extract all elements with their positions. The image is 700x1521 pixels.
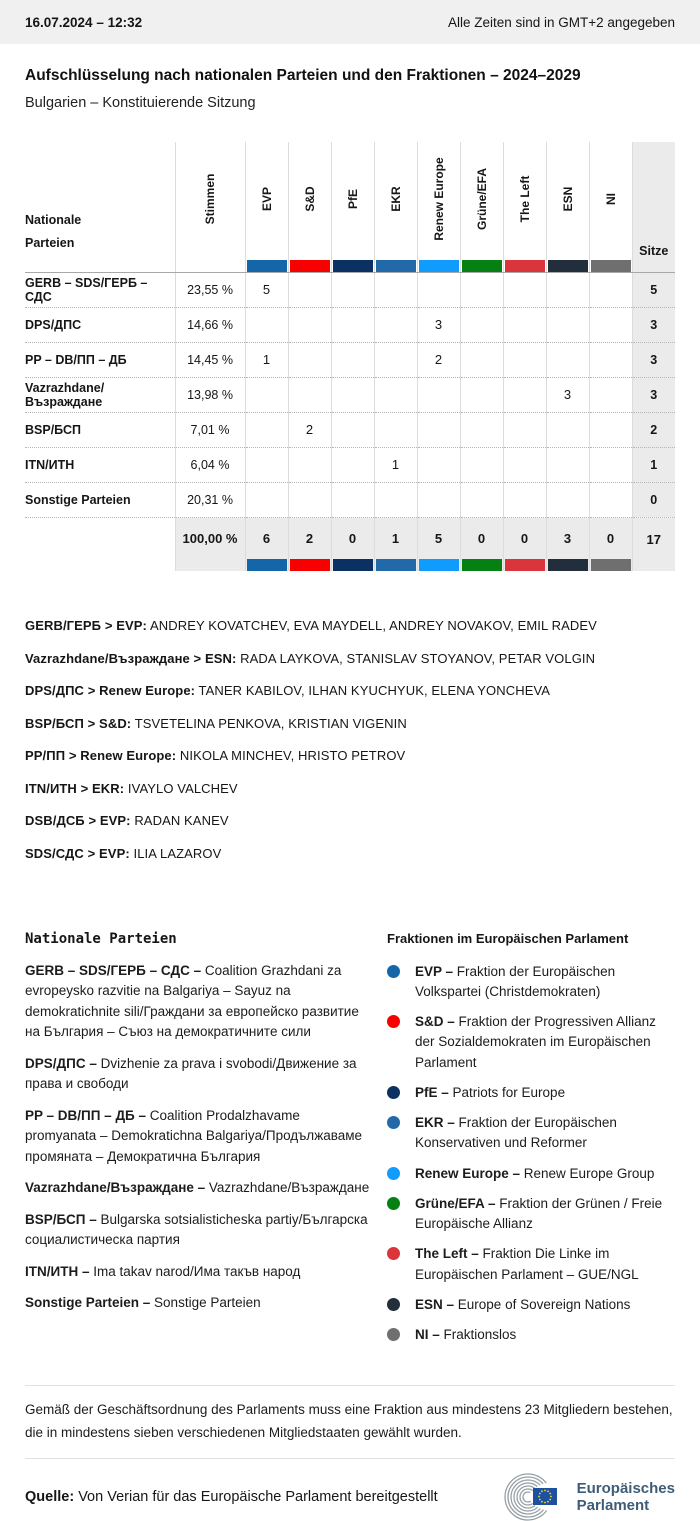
votes-cell: 20,31 % [175,482,245,517]
faction-color-bar [505,559,545,571]
faction-color-bar [462,559,502,571]
legend-item-ni [387,1325,675,1345]
seat-count-cell-evp: 5 [245,272,288,307]
party-name-cell: DPS/ДПС [25,307,175,342]
faction-column-header-evp [245,142,288,272]
mep-assignment-line: GERB/ГЕРБ > EVP: ANDREY KOVATCHEV, EVA MAYDELL, ANDREY NOVAKOV, EMIL RADEV [25,618,597,633]
national-party-name: PP – DB/ПП – ДБ – [25,1107,147,1123]
mep-party-faction: Vazrazhdane/Възраждане > ESN: [25,650,237,666]
national-party-item: GERB – SDS/ГЕРБ – СДС – Coalition Grazhdani za evropeysko razvitie na Balgariya – Sayuz na demokratichnite sili/Граждани за европейско развитие на България – Съюз на демократичните сили [25,962,359,1040]
report-datetime: 16.07.2024 – 12:32 [25,14,143,30]
faction-column-label: EVP [259,186,274,211]
seat-count-cell-ekr: 1 [374,447,417,482]
seat-count-cell-ekr [374,377,417,412]
sitze-cell: 3 [632,377,675,412]
faction-color-dot [387,1247,400,1260]
faction-color-dot [387,1197,400,1210]
faction-color-dot [387,1328,400,1341]
legend-faction-name: The Left – [415,1246,479,1262]
legend-item-text: EKR – Fraktion der Europäischen Konservativen und Reformer [415,1115,617,1151]
page-title: Aufschlüsselung nach nationalen Parteien und den Fraktionen – 2024–2029 [25,67,581,84]
legend-item-ekr [387,1113,675,1154]
national-party-item: ITN/ИТН – Ima takav narod/Има такъв народ [25,1263,301,1279]
seat-count-cell-evp [245,447,288,482]
legend-item-text: Grüne/EFA – Fraktion der Grünen / Freie Europäische Allianz [415,1195,663,1231]
seat-count-cell-ni [589,377,632,412]
legend-item-s-d [387,1012,675,1073]
seat-count-cell-ekr [374,412,417,447]
seat-count-cell-the-left [503,307,546,342]
faction-color-dot [387,1116,400,1129]
seat-count-cell-renew-europe [417,447,460,482]
seat-count-cell-ni [589,482,632,517]
seat-count-cell-ekr [374,307,417,342]
national-party-item: PP – DB/ПП – ДБ – Coalition Prodalzhavame promyanata – Demokratichna Balgariya/Продължаваме промяната – Демократична България [25,1107,363,1164]
seat-count-cell-esn [546,342,589,377]
legend-item-renew-europe [387,1164,675,1184]
total-seat-value: 0 [348,530,357,546]
seat-count-cell-ni [589,307,632,342]
table-total-row [25,517,675,571]
faction-column-header-esn [546,142,589,272]
seat-count-cell-esn [546,412,589,447]
rules-note: Gemäß der Geschäftsordnung des Parlaments muss eine Fraktion aus mindestens 23 Mitgliedern bestehen, die in mindestens sieben verschiedenen Mitgliedstaaten gewählt wurden. [25,1402,673,1440]
faction-column-header-ni [589,142,632,272]
seat-count-cell-s-d [288,482,331,517]
seat-count-cell-renew-europe [417,377,460,412]
seat-count-cell-s-d [288,447,331,482]
party-name-cell: ITN/ИТН [25,447,175,482]
faction-color-bar [247,559,287,571]
seat-count-cell-gr-ne-efa [460,272,503,307]
table-body [25,272,675,517]
legend-item-text: Renew Europe – Renew Europe Group [415,1165,655,1181]
seat-count-cell-evp [245,482,288,517]
national-party-item: BSP/БСП – Bulgarska sotsialisticheska partiy/Българска социалистическа партия [25,1211,368,1248]
seat-count-cell-ni [589,412,632,447]
faction-legend-items [387,962,675,1346]
mep-assignment-line: BSP/БСП > S&D: TSVETELINA PENKOVA, KRISTIAN VIGENIN [25,715,407,731]
faction-column-label: EKR [388,186,403,212]
european-parliament-logo [502,1473,675,1521]
seat-count-cell-evp [245,412,288,447]
legend-item-gr-ne-efa [387,1194,675,1235]
seat-count-cell-s-d [288,272,331,307]
legend-faction-name: EVP – [415,963,454,979]
seat-count-cell-esn [546,272,589,307]
national-parties-heading: Nationale Parteien [25,930,177,947]
legend-item-the-left [387,1244,675,1285]
faction-color-bar [548,260,588,272]
table-header-row [25,142,675,272]
faction-color-dot [387,1167,400,1180]
party-name-cell: GERB – SDS/ГЕРБ – СДС [25,272,175,307]
seat-count-cell-gr-ne-efa [460,447,503,482]
faction-color-bar [376,260,416,272]
timezone-note: Alle Zeiten sind in GMT+2 angegeben [447,14,675,30]
votes-cell: 14,66 % [175,307,245,342]
legend-item-evp [387,962,675,1003]
seat-count-cell-ni [589,272,632,307]
mep-assignment-line: PP/ПП > Renew Europe: NIKOLA MINCHEV, HRISTO PETROV [25,748,406,763]
national-party-name: ITN/ИТН – [25,1263,90,1279]
seat-count-cell-gr-ne-efa [460,412,503,447]
faction-color-bar [419,559,459,571]
legend-item-esn [387,1295,675,1315]
seat-count-cell-pfe [331,342,374,377]
legend-item-text: PfE – Patriots for Europe [415,1084,566,1100]
faction-color-dot [387,1298,400,1311]
total-seat-cell-pfe [331,517,374,571]
national-party-name: BSP/БСП – [25,1211,97,1227]
national-party-name: Vazrazhdane/Възраждане – [25,1180,206,1196]
faction-color-dot [387,1086,400,1099]
seat-count-cell-the-left [503,412,546,447]
seat-count-cell-the-left [503,447,546,482]
national-party-item: DPS/ДПС – Dvizhenie za prava i svobodi/Движение за права и свободи [25,1055,357,1092]
national-party-item: Sonstige Parteien – Sonstige Parteien [25,1295,261,1311]
faction-column-label: PfE [345,188,360,209]
ep-logo-text: Europäisches Parlament [576,1479,675,1514]
total-empty-cell [25,517,175,571]
seat-count-cell-s-d [288,307,331,342]
total-seat-value: 2 [305,530,314,546]
faction-column-label: The Left [517,175,532,223]
faction-legend-heading: Fraktionen im Europäischen Parlament [387,930,629,946]
seat-count-cell-gr-ne-efa [460,307,503,342]
votes-cell: 13,98 % [175,377,245,412]
table-total-row-container [25,517,675,571]
faction-color-bar [462,260,502,272]
seat-count-cell-pfe [331,482,374,517]
faction-column-label: Renew Europe [431,157,446,241]
party-name-cell: BSP/БСП [25,412,175,447]
divider [25,1385,675,1386]
seat-count-cell-renew-europe [417,412,460,447]
legend-item-pfe [387,1083,675,1103]
party-name-cell: PP – DB/ПП – ДБ [25,342,175,377]
votes-cell: 7,01 % [175,412,245,447]
total-seat-value: 1 [391,530,400,546]
seat-count-cell-the-left [503,377,546,412]
faction-column-header-gr-ne-efa [460,142,503,272]
faction-color-dot [387,1015,400,1028]
faction-column-header-the-left [503,142,546,272]
seat-count-cell-ekr [374,342,417,377]
total-seat-cell-the-left [503,517,546,571]
seat-count-cell-s-d [288,342,331,377]
column-header-sitze: Sitze [632,142,675,272]
seat-count-cell-ni [589,447,632,482]
national-party-name: Sonstige Parteien – [25,1295,151,1311]
seat-count-cell-the-left [503,272,546,307]
column-header-stimmen: Stimmen [175,142,245,272]
seat-count-cell-s-d: 2 [288,412,331,447]
seat-count-cell-evp [245,377,288,412]
eu-flag-icon [533,1488,557,1505]
national-parties-items [25,961,370,1314]
votes-cell: 6,04 % [175,447,245,482]
table-row [25,377,675,412]
sitze-cell: 1 [632,447,675,482]
seat-count-cell-pfe [331,447,374,482]
table-row [25,342,675,377]
legend-item-text: The Left – Fraktion Die Linke im Europäischen Parlament – GUE/NGL [415,1246,639,1282]
mep-assignment-line: SDS/СДС > EVP: ILIA LAZAROV [25,845,222,861]
seat-count-cell-gr-ne-efa [460,482,503,517]
total-seat-cell-s-d [288,517,331,571]
seat-count-cell-ni [589,342,632,377]
faction-color-bar [548,559,588,571]
legend-item-text: ESN – Europe of Sovereign Nations [415,1296,631,1312]
faction-color-bar [247,260,287,272]
seat-count-cell-pfe [331,377,374,412]
table-row [25,307,675,342]
mep-party-faction: GERB/ГЕРБ > EVP: [25,618,147,633]
party-name-cell: Vazrazhdane/Възраждане [25,377,175,412]
legend-faction-name: Renew Europe – [415,1165,521,1181]
legend-item-text: EVP – Fraktion der Europäischen Volkspartei (Christdemokraten) [415,963,616,999]
total-seat-value: 0 [520,530,529,546]
divider [25,1458,675,1459]
faction-legend-section [387,931,675,1356]
source-line [25,1489,438,1505]
total-seat-value: 5 [434,530,443,546]
total-seat-cell-gr-ne-efa [460,517,503,571]
seat-count-cell-the-left [503,342,546,377]
sitze-cell: 2 [632,412,675,447]
legend-faction-name: EKR – [415,1115,455,1130]
legend-item-text: S&D – Fraktion der Progressiven Allianz der Sozialdemokraten im Europäischen Parlament [415,1014,656,1070]
source-text: Von Verian für das Europäische Parlament bereitgestellt [78,1488,438,1505]
seat-count-cell-ekr [374,482,417,517]
mep-assignment-line: DSB/ДСБ > EVP: RADAN KANEV [25,813,229,828]
seat-count-cell-s-d [288,377,331,412]
source-label: Quelle: [25,1488,75,1505]
table-row [25,412,675,447]
total-seat-cell-ekr [374,517,417,571]
total-seat-cell-evp [245,517,288,571]
party-name-cell: Sonstige Parteien [25,482,175,517]
seats-table [25,142,675,571]
total-seat-cell-renew-europe [417,517,460,571]
national-parties-section [25,931,370,1356]
total-sitze-cell: 17 [632,517,675,571]
seat-count-cell-ekr [374,272,417,307]
faction-color-bar [419,260,459,272]
faction-color-bar [376,559,416,571]
mep-party-faction: SDS/СДС > EVP: [25,845,130,861]
mep-party-faction: PP/ПП > Renew Europe: [25,748,177,763]
mep-party-faction: DSB/ДСБ > EVP: [25,813,131,828]
seat-count-cell-the-left [503,482,546,517]
seat-count-cell-gr-ne-efa [460,342,503,377]
total-seat-value: 0 [606,530,615,546]
seat-count-cell-pfe [331,307,374,342]
votes-cell: 23,55 % [175,272,245,307]
seat-count-cell-renew-europe [417,482,460,517]
faction-color-bar [290,260,330,272]
seat-count-cell-esn [546,447,589,482]
page-subtitle: Bulgarien – Konstituierende Sitzung [25,95,256,111]
votes-cell: 14,45 % [175,342,245,377]
seat-count-cell-pfe [331,272,374,307]
faction-column-header-ekr [374,142,417,272]
seat-count-cell-evp [245,307,288,342]
mep-assignment-line: ITN/ИТН > EKR: IVAYLO VALCHEV [25,780,238,796]
total-seat-value: 6 [262,530,271,546]
seat-count-cell-pfe [331,412,374,447]
seat-count-cell-evp: 1 [245,342,288,377]
faction-column-label: Grüne/EFA [474,167,489,230]
faction-color-bar [290,559,330,571]
table-row [25,447,675,482]
faction-color-bar [591,559,631,571]
sitze-cell: 3 [632,307,675,342]
faction-column-header-s-d [288,142,331,272]
column-header-parties: Nationale Parteien [25,142,175,272]
faction-color-bar [333,260,373,272]
mep-assignment-line: DPS/ДПС > Renew Europe: TANER KABILOV, ILHAN KYUCHYUK, ELENA YONCHEVA [25,683,551,698]
legend-faction-name: Grüne/EFA – [415,1195,496,1211]
legend-faction-name: NI – [415,1327,440,1342]
seat-count-cell-renew-europe [417,272,460,307]
total-seat-value: 3 [563,530,572,546]
seat-count-cell-renew-europe: 3 [417,307,460,342]
sitze-cell: 5 [632,272,675,307]
mep-assignments-list [25,618,675,861]
sitze-cell: 3 [632,342,675,377]
national-party-name: GERB – SDS/ГЕРБ – СДС – [25,962,202,978]
legend-faction-name: ESN – [415,1296,455,1312]
total-votes-cell: 100,00 % [175,517,245,571]
faction-color-bar [591,260,631,272]
top-bar [0,0,700,44]
faction-column-label: S&D [302,186,317,212]
seat-count-cell-gr-ne-efa [460,377,503,412]
mep-party-faction: DPS/ДПС > Renew Europe: [25,683,196,698]
total-seat-cell-ni [589,517,632,571]
seat-count-cell-esn [546,307,589,342]
seat-count-cell-renew-europe: 2 [417,342,460,377]
mep-assignment-line: Vazrazhdane/Възраждане > ESN: RADA LAYKOVA, STANISLAV STOYANOV, PETAR VOLGIN [25,650,596,666]
legend-faction-name: PfE – [415,1084,449,1100]
national-party-name: DPS/ДПС – [25,1055,97,1071]
faction-column-label: NI [603,192,618,205]
faction-column-header-pfe [331,142,374,272]
seat-count-cell-esn: 3 [546,377,589,412]
table-row [25,482,675,517]
ep-hemicycle-icon [502,1473,568,1521]
faction-column-header-renew-europe [417,142,460,272]
seat-count-cell-esn [546,482,589,517]
national-party-item: Vazrazhdane/Възраждане – Vazrazhdane/Възраждане [25,1180,370,1196]
mep-party-faction: ITN/ИТН > EKR: [25,780,125,796]
faction-color-bar [505,260,545,272]
faction-color-dot [387,965,400,978]
faction-column-label: ESN [560,186,575,212]
legend-item-text: NI – Fraktionslos [415,1327,517,1342]
mep-party-faction: BSP/БСП > S&D: [25,715,132,731]
faction-color-bar [333,559,373,571]
table-row [25,272,675,307]
total-seat-value: 0 [477,530,486,546]
legend-faction-name: S&D – [415,1014,455,1029]
sitze-cell: 0 [632,482,675,517]
total-seat-cell-esn [546,517,589,571]
